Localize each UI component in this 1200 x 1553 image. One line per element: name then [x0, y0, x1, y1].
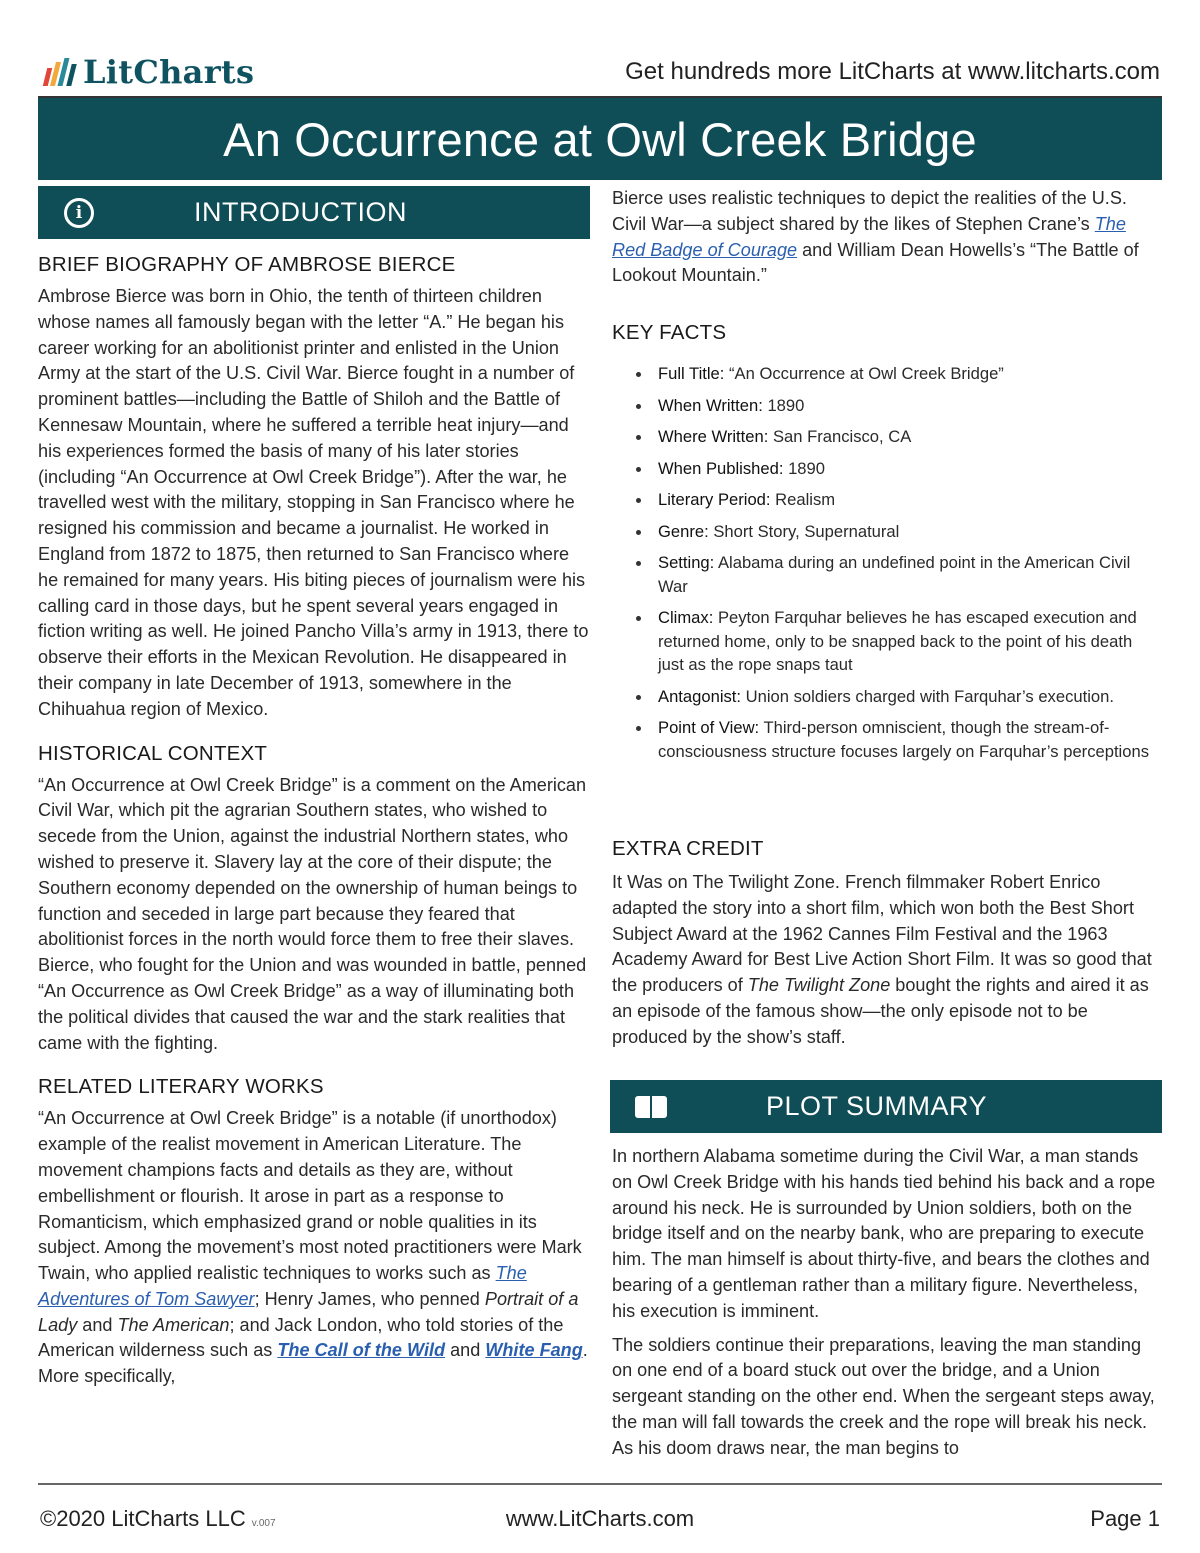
extra-credit-text: It Was on The Twilight Zone. French filmmaker Robert Enrico adapted the story into a short film, which won both the Best Short Subject Award at the 1962 Cannes Film Festival and the 1963 Academy Award for Best Live Action Short Film. It was so good that the producers of The Twilight Zone bought the rights and aired it as an episode of the famous show—the only episode not to be produced by the show’s staff.	[612, 872, 1152, 1047]
related-works-continuation: Bierce uses realistic techniques to depict the realities of the U.S. Civil War—a subject shared by the likes of Stephen Crane’s The Red Badge of Courage and William Dean Howells’s “The Battle of Lookout Mountain.”	[612, 188, 1139, 286]
plot-summary-body	[612, 1144, 1162, 1462]
related-works-text: “An Occurrence at Owl Creek Bridge” is a notable (if unorthodox) example of the realist movement in American Literature. The movement champions facts and details as they are, without embellishment or flourish. It arose in part as a response to Romanticism, which emphasized grand or noble qualities in its subject. Among the movement’s most noted practitioners were Mark Twain, who applied realistic techniques to works such as The Adventures of Tom Sawyer; Henry James, who penned Portrait of a Lady and The American; and Jack London, who told stories of the American wilderness such as The Call of the Wild and White Fang. More specifically,	[38, 1108, 588, 1387]
key-fact-item: Literary Period: Realism	[610, 488, 1162, 512]
header-promo-link[interactable]: Get hundreds more LitCharts at www.litcharts.com	[625, 58, 1160, 85]
key-fact-item: Genre: Short Story, Supernatural	[610, 520, 1162, 544]
litcharts-logo[interactable]	[45, 54, 254, 90]
extra-credit-heading: EXTRA CREDIT	[612, 837, 764, 860]
extra-credit-section	[612, 836, 1162, 1051]
key-fact-item: Setting: Alabama during an undefined point in the American Civil War	[610, 551, 1162, 598]
related-works-heading: RELATED LITERARY WORKS	[38, 1075, 324, 1099]
title-band	[38, 98, 1162, 180]
introduction-section-header	[38, 186, 590, 239]
plot-summary-paragraph-1: In northern Alabama sometime during the Civil War, a man stands on Owl Creek Bridge with his hands tied behind his back and a rope around his neck. He is surrounded by Union soldiers, both on the bridge itself and on the nearby bank, who are preparing to execute him. The man himself is about thirty-five, and bears the clothes and bearing of a gentleman rather than a military figure. Nevertheless, his execution is imminent.	[612, 1146, 1156, 1321]
key-fact-item: When Published: 1890	[610, 457, 1162, 481]
info-circle-icon: i	[62, 198, 96, 228]
key-facts-list	[610, 362, 1162, 771]
plot-summary-title: PLOT SUMMARY	[766, 1091, 988, 1121]
footer-site-link[interactable]: www.LitCharts.com	[505, 1506, 695, 1531]
left-column	[38, 186, 590, 1390]
plot-summary-paragraph-2: The soldiers continue their preparations, leaving the man standing on one end of a board stuck out over the bridge, and a Union sergeant standing on the other end. When the sergeant steps away, the man will fall towards the creek and the rope will break his neck. As his doom draws near, the man begins to	[612, 1334, 1155, 1458]
link-tom-sawyer[interactable]: The Adventures of Tom Sawyer	[38, 1263, 527, 1309]
historical-context-heading: HISTORICAL CONTEXT	[38, 741, 268, 765]
link-red-badge-of-courage[interactable]: The Red Badge of Courage	[612, 213, 1126, 260]
link-call-of-the-wild[interactable]: The Call of the Wild	[277, 1340, 446, 1361]
biography-text: Ambrose Bierce was born in Ohio, the tenth of thirteen children whose names all famously began with the letter “A.” He began his career working for an abolitionist printer and enlisted in the Union Army at the start of the U.S. Civil War. Bierce fought in a number of prominent battles—including the Battle of Shiloh and the Battle of Kennesaw Mountain, where he suffered a terrible heat injury—and his experiences formed the basis of many of his later stories (including “An Occurrence at Owl Creek Bridge”). After the war, he travelled west with the military, stopping in San Francisco where he resigned his commission and became a journalist. He worked in England from 1872 to 1875, then returned to San Francisco where he remained for many years. His biting pieces of journalism were his calling card in those days, but he spent several years engaged in fiction writing as well. He joined Pancho Villa’s army in 1913, there to observe their efforts in the Mexican Revolution. He disappeared in their company in late December of 1913, somewhere in the Chihuahua region of Mexico.	[38, 286, 589, 719]
key-fact-item: Antagonist: Union soldiers charged with Farquhar’s execution.	[610, 685, 1162, 709]
logo-bars-icon	[45, 58, 77, 86]
biography-heading: BRIEF BIOGRAPHY OF AMBROSE BIERCE	[38, 253, 456, 276]
key-fact-item: Climax: Peyton Farquhar believes he has escaped execution and returned home, only to be snapped back to the point of his death just as the rope snaps taut	[610, 606, 1162, 677]
key-fact-item: Point of View: Third-person omniscient, though the stream-of-consciousness structure focuses largely on Farquhar’s perceptions	[610, 716, 1162, 763]
document-title: An Occurrence at Owl Creek Bridge	[223, 112, 977, 166]
page-header	[38, 50, 1162, 96]
key-fact-item: Full Title: “An Occurrence at Owl Creek Bridge”	[610, 362, 1162, 386]
historical-context-text: “An Occurrence at Owl Creek Bridge” is a comment on the American Civil War, which pit the agrarian Southern states, who wished to secede from the Union, against the industrial Northern states, who wished to preserve it. Slavery lay at the core of their dispute; the Southern economy depended on the ownership of human beings to function and seceded in large part because they feared that abolitionist forces in the north would force them to free their slaves. Bierce, who fought for the Union and was wounded in battle, penned “An Occurrence as Owl Creek Bridge” as a way of illuminating both the political divides that caused the war and the stark realities that came with the fighting.	[38, 774, 587, 1053]
page-footer	[38, 1500, 1162, 1540]
copyright-text: ©2020 LitCharts LLC v.007	[40, 1506, 276, 1531]
key-fact-item: When Written: 1890	[610, 394, 1162, 418]
key-facts-heading: KEY FACTS	[612, 321, 727, 344]
version-label: v.007	[251, 1518, 276, 1529]
book-icon	[634, 1092, 668, 1122]
logo-text: LitCharts	[83, 53, 255, 91]
footer-divider	[38, 1483, 1162, 1485]
page-number: Page 1	[1090, 1506, 1160, 1531]
related-continuation-lead: Bierce uses realistic techniques to depict the realities of the U.S. Civil War—a subject shared by the likes of Stephen Crane’s	[612, 188, 1127, 234]
plot-summary-section-header	[610, 1080, 1162, 1133]
link-white-fang[interactable]: White Fang	[485, 1340, 583, 1361]
introduction-title: INTRODUCTION	[194, 197, 407, 227]
key-fact-item: Where Written: San Francisco, CA	[610, 425, 1162, 449]
